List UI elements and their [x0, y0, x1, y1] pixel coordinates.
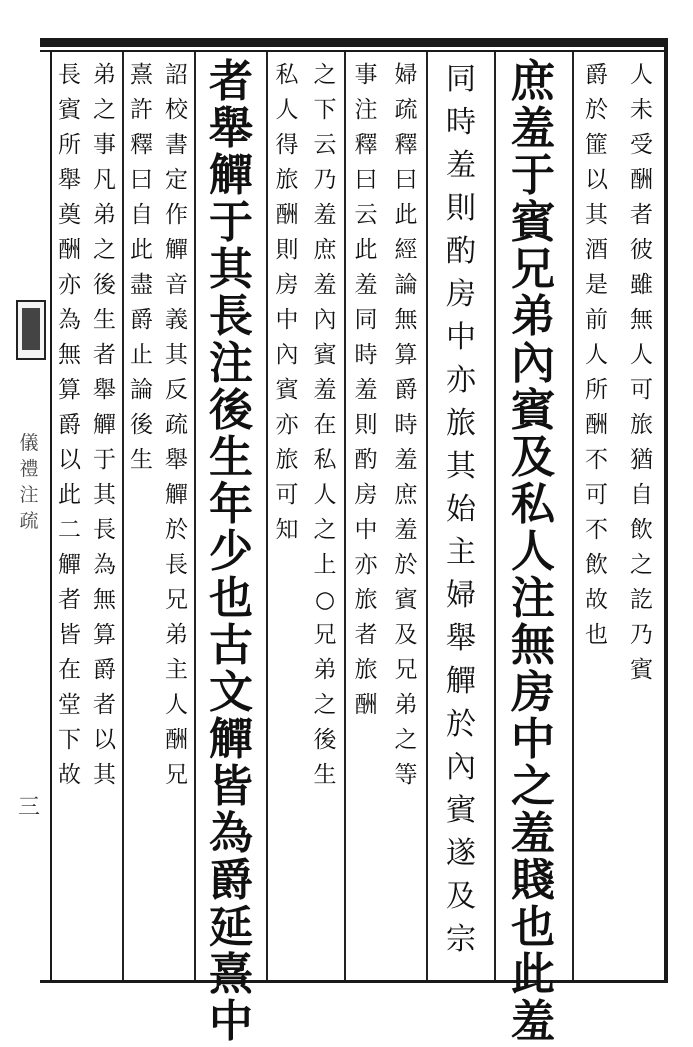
character: 猶: [630, 447, 653, 473]
character: 旅: [275, 167, 299, 193]
character: 生: [209, 432, 253, 483]
character: 皆: [58, 622, 81, 648]
character: 兄: [165, 762, 188, 788]
character: 羞: [511, 808, 555, 859]
character: 皆: [209, 761, 253, 812]
character: 內: [511, 338, 555, 389]
character: 堂: [58, 692, 81, 718]
character: 人: [630, 342, 653, 368]
character: 彼: [630, 237, 653, 263]
character: 於: [585, 97, 608, 123]
character: 舉: [58, 167, 81, 193]
commentary-subline: [127, 58, 156, 976]
character: 後: [130, 412, 153, 438]
character: 弟: [394, 692, 418, 718]
commentary-column: [346, 58, 426, 976]
character: 此: [130, 237, 153, 263]
character: 羞: [354, 272, 378, 298]
character: 此: [511, 949, 555, 1000]
commentary-subline: [55, 58, 84, 976]
character: 婦: [446, 578, 476, 613]
character: 旅: [354, 587, 378, 613]
character: 無: [394, 307, 418, 333]
margin-title-char: 禮: [19, 458, 39, 480]
margin-title-char: 儀: [19, 432, 39, 454]
character: 注: [354, 97, 378, 123]
character: 之: [93, 97, 116, 123]
commentary-subline: [90, 58, 119, 976]
margin-page-number: 三: [17, 795, 40, 820]
character: 釋: [394, 132, 418, 158]
character: 時: [354, 342, 378, 368]
character: 爵: [585, 62, 608, 88]
character: 論: [394, 272, 418, 298]
character: 旅: [630, 412, 653, 438]
character: 義: [165, 307, 188, 333]
character: 觶: [165, 237, 188, 263]
character: 釋: [130, 132, 153, 158]
character: 羞: [313, 202, 337, 228]
character: 之: [630, 552, 653, 578]
character: 受: [630, 132, 653, 158]
character: 者: [58, 587, 81, 613]
character: 訖: [630, 587, 653, 613]
character: 論: [130, 377, 153, 403]
character: 前: [585, 307, 608, 333]
character: 酬: [165, 727, 188, 753]
commentary-column: [268, 58, 344, 976]
character: 羞: [354, 377, 378, 403]
character: 為: [209, 808, 253, 859]
character: 此: [354, 237, 378, 263]
character: 主: [165, 657, 188, 683]
text-column: [428, 58, 494, 976]
character: 時: [446, 105, 476, 140]
character: 事: [354, 62, 378, 88]
character: 以: [585, 167, 608, 193]
character: 觶: [446, 664, 476, 699]
character: 生: [93, 307, 116, 333]
character: 之: [511, 761, 555, 812]
character: 中: [511, 714, 555, 765]
character: 釋: [354, 132, 378, 158]
character: 音: [165, 272, 188, 298]
character: 旅: [446, 406, 476, 441]
character: 事: [93, 132, 116, 158]
character: 觶: [58, 552, 81, 578]
character: 中: [446, 320, 476, 355]
character: 所: [585, 377, 608, 403]
character: 無: [58, 342, 81, 368]
character: 舉: [446, 621, 476, 656]
character: 同: [354, 307, 378, 333]
character: 始: [446, 492, 476, 527]
commentary-subline: [392, 58, 421, 976]
commentary-column: [52, 58, 122, 976]
character: 也: [209, 573, 253, 624]
margin-title-char: 注: [19, 484, 39, 506]
character: 疏: [394, 97, 418, 123]
character: 古: [209, 620, 253, 671]
character: 不: [585, 517, 608, 543]
character: 注: [209, 338, 253, 389]
frame-right-border: [664, 38, 668, 983]
character: 之: [394, 727, 418, 753]
character: 亦: [354, 552, 378, 578]
character: 兄: [313, 622, 337, 648]
character: 算: [93, 622, 116, 648]
character: 酬: [275, 202, 299, 228]
character: 書: [165, 132, 188, 158]
character: 下: [58, 727, 81, 753]
commentary-subline: [582, 58, 611, 976]
character: 賓: [446, 793, 476, 828]
frame-bottom-border: [40, 980, 668, 983]
character: 賓: [275, 377, 299, 403]
character: 其: [446, 449, 476, 484]
character: 兄: [394, 657, 418, 683]
commentary-subline: [273, 58, 302, 976]
character: 等: [394, 762, 418, 788]
character: 云: [354, 202, 378, 228]
character: 云: [313, 132, 337, 158]
character: 此: [394, 202, 418, 228]
character: 自: [630, 482, 653, 508]
character: 宗: [446, 922, 476, 957]
character: 生: [313, 762, 337, 788]
character: 同: [446, 62, 476, 97]
character: 則: [354, 412, 378, 438]
character: 注: [511, 573, 555, 624]
frame-top-border: [40, 38, 668, 47]
character: 亦: [446, 363, 476, 398]
character: 之: [313, 517, 337, 543]
character: 及: [394, 622, 418, 648]
character: 生: [130, 447, 153, 473]
commentary-column: [574, 58, 664, 976]
character: 旅: [354, 657, 378, 683]
character: 校: [165, 97, 188, 123]
character: 于: [93, 447, 116, 473]
character: 無: [630, 307, 653, 333]
character: 內: [446, 750, 476, 785]
character: 羞: [313, 272, 337, 298]
character: 飲: [630, 517, 653, 543]
character: 房: [354, 482, 378, 508]
character: ○: [314, 587, 336, 613]
character: 於: [165, 517, 188, 543]
character: 年: [209, 479, 253, 530]
character: 得: [275, 132, 299, 158]
character: 弟: [93, 202, 116, 228]
character: 在: [313, 412, 337, 438]
character: 于: [511, 150, 555, 201]
character: 曰: [354, 167, 378, 193]
character: 酬: [630, 167, 653, 193]
character: 中: [354, 517, 378, 543]
character: 為: [58, 307, 81, 333]
character: 也: [511, 902, 555, 953]
character: 賓: [511, 385, 555, 436]
character: 私: [275, 62, 299, 88]
character: 房: [446, 277, 476, 312]
character: 兄: [165, 587, 188, 613]
character: 算: [394, 342, 418, 368]
margin-book-title: [17, 430, 41, 534]
character: 熹: [130, 62, 153, 88]
character: 庶: [313, 237, 337, 263]
character: 定: [165, 167, 188, 193]
character: 中: [209, 996, 253, 1047]
character: 及: [511, 432, 555, 483]
character: 庶: [394, 482, 418, 508]
character: 賓: [630, 657, 653, 683]
character: 人: [275, 97, 299, 123]
character: 房: [275, 272, 299, 298]
main-text-column: [496, 56, 570, 1047]
character: 賓: [313, 342, 337, 368]
character: 長: [165, 552, 188, 578]
character: 在: [58, 657, 81, 683]
character: 弟: [511, 291, 555, 342]
character: 人: [511, 526, 555, 577]
character: 後: [313, 727, 337, 753]
character: 羞: [511, 103, 555, 154]
character: 觶: [209, 150, 253, 201]
character: 者: [630, 202, 653, 228]
character: 人: [165, 692, 188, 718]
character: 於: [394, 552, 418, 578]
character: 其: [93, 762, 116, 788]
character: 以: [93, 727, 116, 753]
character: 之: [313, 692, 337, 718]
character: 賤: [511, 855, 555, 906]
character: 熹: [209, 949, 253, 1000]
character: 奠: [58, 202, 81, 228]
character: 房: [511, 667, 555, 718]
character: 不: [585, 447, 608, 473]
character: 篚: [585, 132, 608, 158]
character: 詔: [165, 62, 188, 88]
character: 人: [585, 342, 608, 368]
character: 爵: [209, 855, 253, 906]
character: 觶: [209, 714, 253, 765]
character: 則: [275, 237, 299, 263]
character: 盡: [130, 272, 153, 298]
commentary-subline: [311, 58, 340, 976]
character: 酒: [585, 237, 608, 263]
character: 者: [93, 692, 116, 718]
character: 未: [630, 97, 653, 123]
character: 知: [275, 517, 299, 543]
character: 婦: [394, 62, 418, 88]
commentary-subline: [627, 58, 656, 976]
character: 雖: [630, 272, 653, 298]
character: 兄: [511, 244, 555, 295]
character: 爵: [93, 657, 116, 683]
character: 其: [93, 482, 116, 508]
character: 酬: [58, 237, 81, 263]
character: 曰: [394, 167, 418, 193]
character: 庶: [511, 56, 555, 107]
character: 是: [585, 272, 608, 298]
character: 者: [209, 56, 253, 107]
character: 者: [93, 342, 116, 368]
character: 於: [446, 707, 476, 742]
character: 曰: [130, 167, 153, 193]
character: 亦: [275, 412, 299, 438]
character: 亦: [58, 272, 81, 298]
character: 之: [93, 237, 116, 263]
character: 爵: [58, 412, 81, 438]
character: 反: [165, 377, 188, 403]
character: 酬: [585, 412, 608, 438]
character: 也: [585, 622, 608, 648]
character: 觶: [165, 482, 188, 508]
character: 弟: [93, 62, 116, 88]
character: 人: [630, 62, 653, 88]
character: 延: [209, 902, 253, 953]
character: 飲: [585, 552, 608, 578]
character: 長: [93, 517, 116, 543]
character: 其: [585, 202, 608, 228]
character: 此: [58, 482, 81, 508]
character: 乃: [313, 167, 337, 193]
character: 可: [275, 482, 299, 508]
character: 其: [165, 342, 188, 368]
character: 羞: [394, 447, 418, 473]
character: 無: [93, 587, 116, 613]
character: 之: [313, 62, 337, 88]
character: 長: [58, 62, 81, 88]
character: 下: [313, 97, 337, 123]
character: 文: [209, 667, 253, 718]
character: 自: [130, 202, 153, 228]
character: 以: [58, 447, 81, 473]
main-text-column: [196, 56, 266, 1047]
character: 弟: [313, 657, 337, 683]
character: 凡: [93, 167, 116, 193]
character: 為: [93, 552, 116, 578]
character: 羞: [313, 377, 337, 403]
character: 及: [446, 879, 476, 914]
character: 私: [313, 447, 337, 473]
character: 舉: [209, 103, 253, 154]
commentary-subline: [162, 58, 191, 976]
character: 人: [313, 482, 337, 508]
character: 遂: [446, 836, 476, 871]
character: 觶: [93, 412, 116, 438]
character: 所: [58, 132, 81, 158]
character: 主: [446, 535, 476, 570]
character: 經: [394, 237, 418, 263]
character: 其: [209, 244, 253, 295]
character: 則: [446, 191, 476, 226]
character: 疏: [165, 412, 188, 438]
character: 作: [165, 202, 188, 228]
character: 弟: [165, 622, 188, 648]
character: 旅: [275, 447, 299, 473]
character: 內: [313, 307, 337, 333]
character: 算: [58, 377, 81, 403]
character: 故: [585, 587, 608, 613]
character: 者: [354, 622, 378, 648]
character: 可: [630, 377, 653, 403]
character: 酌: [354, 447, 378, 473]
character: 後: [209, 385, 253, 436]
character: 中: [275, 307, 299, 333]
character: 二: [58, 517, 81, 543]
character: 賓: [394, 587, 418, 613]
character: 時: [394, 412, 418, 438]
character: 止: [130, 342, 153, 368]
character: 羞: [394, 517, 418, 543]
character: 羞: [511, 996, 555, 1047]
character: 少: [209, 526, 253, 577]
character: 賓: [511, 197, 555, 248]
character: 舉: [165, 447, 188, 473]
character: 酌: [446, 234, 476, 269]
margin-title-char: 疏: [19, 510, 39, 532]
character: 爵: [394, 377, 418, 403]
character: 許: [130, 97, 153, 123]
character: 爵: [130, 307, 153, 333]
character: 故: [58, 762, 81, 788]
character: 羞: [446, 148, 476, 183]
character: 私: [511, 479, 555, 530]
commentary-column: [124, 58, 194, 976]
character: 內: [275, 342, 299, 368]
character: 後: [93, 272, 116, 298]
character: 舉: [93, 377, 116, 403]
character: 于: [209, 197, 253, 248]
character: 賓: [58, 97, 81, 123]
character: 長: [209, 291, 253, 342]
character: 上: [313, 552, 337, 578]
character: 酬: [354, 692, 378, 718]
commentary-subline: [352, 58, 381, 976]
character: 乃: [630, 622, 653, 648]
character: 無: [511, 620, 555, 671]
character: 可: [585, 482, 608, 508]
fishtail-mark-icon: [16, 300, 46, 360]
